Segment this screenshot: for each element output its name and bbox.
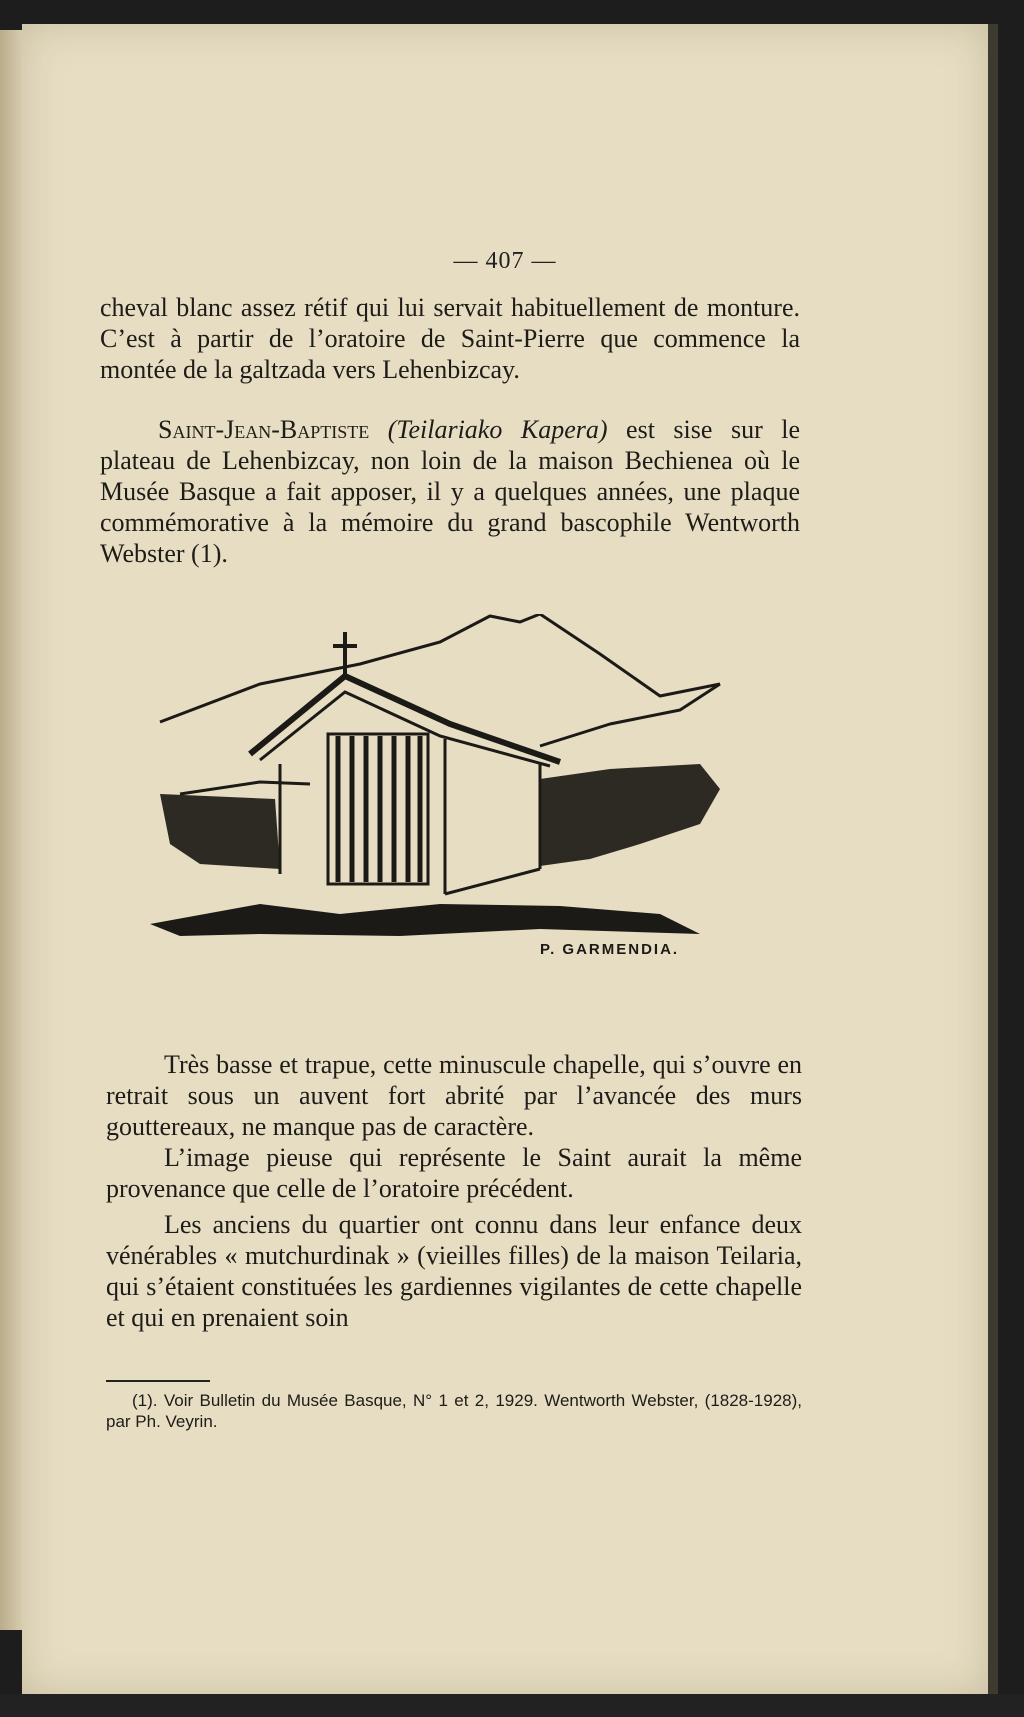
paragraph-4-text: L’image pieuse qui représente le Saint aurait la même provenance que celle de l’oratoire précédent. bbox=[106, 1143, 802, 1203]
left-hill-line bbox=[180, 782, 310, 794]
artist-signature: P. GARMENDIA. bbox=[540, 941, 680, 958]
ground-shading bbox=[150, 764, 720, 936]
mountain-ridge bbox=[160, 614, 720, 722]
paragraph-5 bbox=[106, 1209, 802, 1333]
paragraph-2 bbox=[100, 414, 800, 569]
paragraph-3-text: Très basse et trapue, cette minuscule chapelle, qui s’ouvre en retrait sous un auvent fort abrité par l’avancée des murs gouttereaux, ne manque pas de caractère. bbox=[106, 1050, 802, 1141]
footnote-rule bbox=[106, 1380, 210, 1382]
page-number: — 407 — bbox=[453, 248, 557, 274]
facing-page-edge bbox=[0, 30, 24, 1630]
chapel-name-heading: Saint-Jean-Baptiste bbox=[158, 415, 370, 444]
scan-bottom-edge bbox=[0, 1694, 1024, 1717]
chapel bbox=[250, 632, 560, 894]
chapel-illustration bbox=[140, 614, 800, 1034]
paragraph-5-text: Les anciens du quartier ont connu dans leur enfance deux vénérables « mutchurdinak » (vieilles filles) de la maison Teilaria, qui s’étaient constituées les gardiennes vigilantes de cette chapelle et qui en prenaient soin bbox=[106, 1210, 802, 1332]
mountain-ridge-lower bbox=[540, 684, 720, 746]
footnote bbox=[106, 1390, 802, 1432]
paragraph-4 bbox=[106, 1142, 802, 1204]
paragraph-3 bbox=[106, 1049, 802, 1142]
side-wall-base bbox=[445, 869, 540, 894]
door-planks bbox=[338, 736, 420, 882]
footnote-text: (1). Voir Bulletin du Musée Basque, N° 1 et 2, 1929. Wentworth Webster, (1828-1928), par Ph. Veyrin. bbox=[106, 1391, 802, 1431]
paragraph-2-text: est sise sur le plateau de Lehenbizcay, non loin de la maison Bechienea où le Musée Basque a fait apposer, il y a quelques années, une plaque commémorative à la mémoire du grand bascophile Wentworth Webster (1). bbox=[100, 415, 800, 568]
book-page bbox=[22, 24, 998, 1694]
basque-name: (Teilariako Kapera) bbox=[387, 415, 608, 444]
paragraph-1: cheval blanc assez rétif qui lui servait habituellement de monture. C’est à partir de l’oratoire de Saint-Pierre que commence la montée de la galtzada vers Lehenbizcay. bbox=[100, 293, 800, 384]
